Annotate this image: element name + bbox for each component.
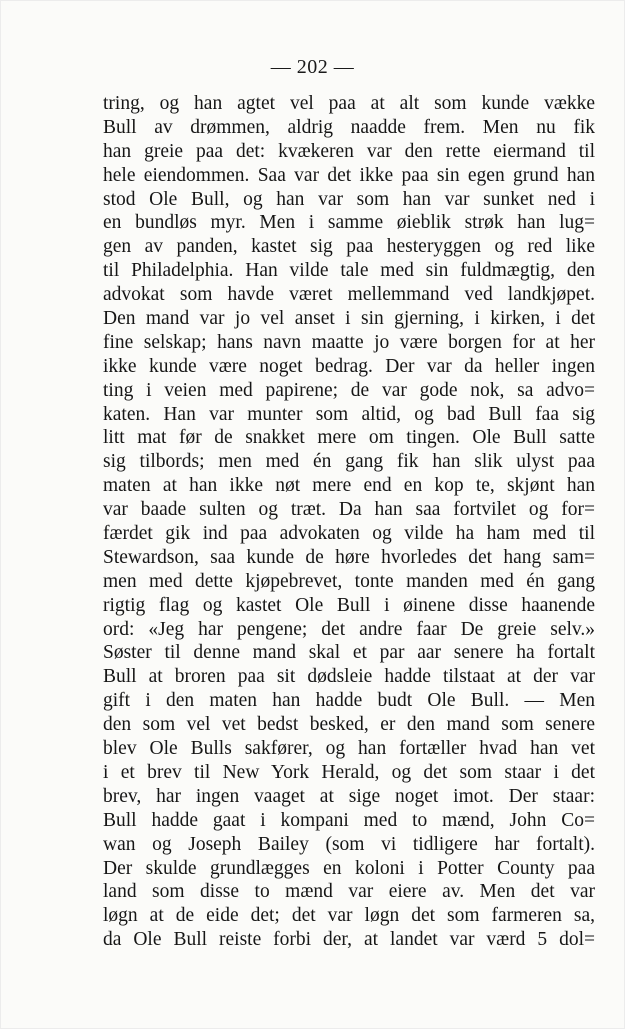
text-line: Der skulde grundlægges en koloni i Potter County paa <box>103 857 595 879</box>
text-line: en bundløs myr. Men i samme øieblik strøk han lug= <box>103 212 595 234</box>
text-line: den som vel vet bedst besked, er den mand som senere <box>103 714 595 736</box>
text-line: færdet gik ind paa advokaten og vilde ha ham med til <box>103 523 595 545</box>
body-text <box>103 92 595 952</box>
text-line: Søster til denne mand skal et par aar senere ha fortalt <box>103 642 595 664</box>
text-line: brev, har ingen vaaget at sige noget imot. Der staar: <box>103 785 595 807</box>
text-line: da Ole Bull reiste forbi der, at landet var værd 5 dol= <box>103 929 595 951</box>
text-line: stod Ole Bull, og han var som han var sunket ned i <box>103 188 595 210</box>
text-line: i et brev til New York Herald, og det som staar i det <box>103 761 595 783</box>
text-line: ord: «Jeg har pengene; det andre faar De greie selv.» <box>103 618 595 640</box>
page-number: — 202 — <box>270 56 355 78</box>
text-line: Stewardson, saa kunde de høre hvorledes det hang sam= <box>103 546 595 568</box>
text-line: sig tilbords; men med én gang fik han slik ulyst paa <box>103 451 595 473</box>
text-line: var baade sulten og træt. Da han saa fortvilet og for= <box>103 499 595 521</box>
text-line: fine selskap; hans navn maatte jo være borgen for at her <box>103 331 595 353</box>
text-line: til Philadelphia. Han vilde tale med sin fuldmægtig, den <box>103 260 595 282</box>
text-line: Bull av drømmen, aldrig naadde frem. Men nu fik <box>103 116 595 138</box>
text-line: advokat som havde været mellemmand ved landkjøpet. <box>103 284 595 306</box>
text-line: Bull at broren paa sit dødsleie hadde tilstaat at der var <box>103 666 595 688</box>
text-line: gift i den maten han hadde budt Ole Bull. — Men <box>103 690 595 712</box>
text-line: Bull hadde gaat i kompani med to mænd, John Co= <box>103 809 595 831</box>
text-line: wan og Joseph Bailey (som vi tidligere har fortalt). <box>103 833 595 855</box>
text-line: ikke kunde være noget bedrag. Der var da heller ingen <box>103 355 595 377</box>
text-line: blev Ole Bulls sakfører, og han fortæller hvad han vet <box>103 738 595 760</box>
text-line: Den mand var jo vel anset i sin gjerning, i kirken, i det <box>103 308 595 330</box>
text-line: rigtig flag og kastet Ole Bull i øinene disse haanende <box>103 594 595 616</box>
text-line: maten at han ikke nøt mere end en kop te, skjønt han <box>103 475 595 497</box>
text-line: men med dette kjøpebrevet, tonte manden med én gang <box>103 570 595 592</box>
text-line: katen. Han var munter som altid, og bad Bull faa sig <box>103 403 595 425</box>
text-line: gen av panden, kastet sig paa hesteryggen og red like <box>103 236 595 258</box>
text-line: tring, og han agtet vel paa at alt som kunde vække <box>103 93 595 114</box>
text-line: ting i veien med papirene; de var gode nok, sa advo= <box>103 379 595 401</box>
text-line: hele eiendommen. Saa var det ikke paa sin egen grund han <box>103 164 595 186</box>
text-line: løgn at de eide det; det var løgn det som farmeren sa, <box>103 905 595 927</box>
text-line: land som disse to mænd var eiere av. Men det var <box>103 881 595 903</box>
text-line: litt mat før de snakket mere om tingen. Ole Bull satte <box>103 427 595 449</box>
text-line: han greie paa det: kvækeren var den rette eiermand til <box>103 140 595 162</box>
